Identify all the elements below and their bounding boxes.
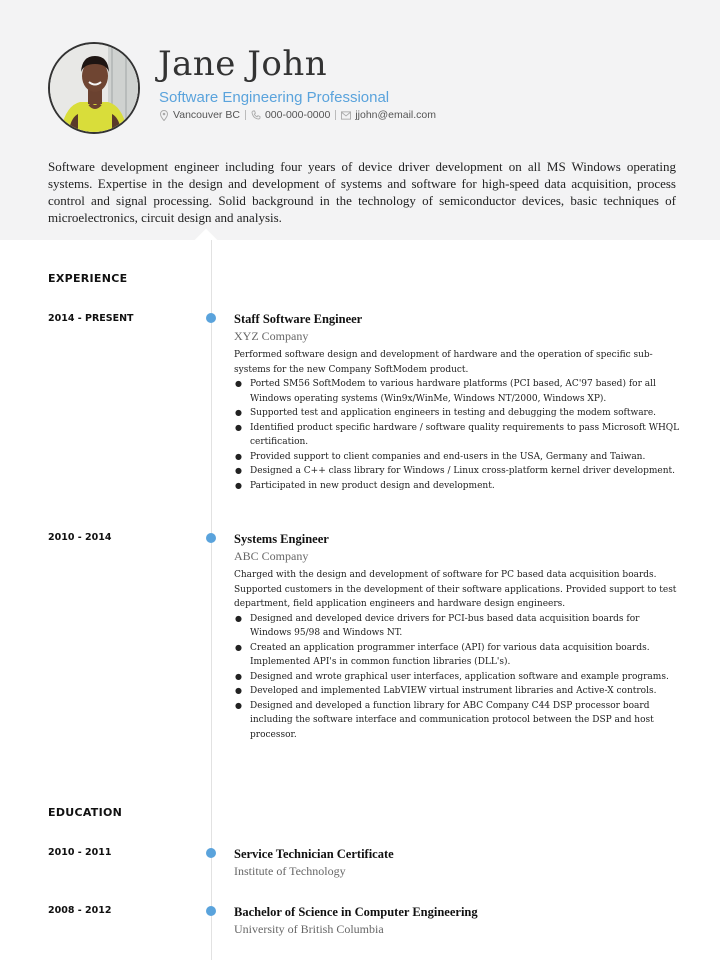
education-entry-2 [234,904,680,937]
contact-line [159,109,436,121]
list-item: ● Developed and implemented LabVIEW virtual instrument libraries and Active-X controls. [234,684,680,699]
experience-entry-2 [234,531,680,742]
education-1-dates: 2010 - 2011 [48,847,112,858]
education-heading: EDUCATION [48,806,123,819]
job-achievements [234,377,680,493]
phone-icon [251,110,261,121]
profile-summary: Software development engineer including four years of device driver development on all MS Windows operating systems. Expertise in the design and development of systems and software for high-speed data acquisition, process control and signal processing. Solid background in the technology of semiconductor devices, basic techniques of microelectronics, circuit design and analysis. [48,159,676,225]
list-item: ● Designed and developed device drivers for PCI-bus based data acquisition boards for Windows 95/98 and Windows NT. [234,612,680,641]
degree-title: Service Technician Certificate [234,847,394,861]
experience-entry-1 [234,311,680,493]
company-name: ABC Company [234,549,309,563]
phone-text: 000-000-0000 [264,109,331,121]
timeline-dot [206,313,216,323]
institution-name: University of British Columbia [234,922,384,936]
degree-title: Bachelor of Science in Computer Engineering [234,905,478,919]
profile-photo [48,42,140,134]
list-item: ● Provided support to client companies and end-users in the USA, Germany and Taiwan. [234,450,680,465]
list-item: ● Identified product specific hardware / software quality requirements to pass Microsoft WHQL certification. [234,421,680,450]
list-item: ● Participated in new product design and development. [234,479,680,494]
timeline-dot [206,906,216,916]
job-achievements [234,612,680,743]
list-item: ● Designed and wrote graphical user interfaces, application software and example programs. [234,670,680,685]
timeline-dot [206,533,216,543]
job-description: Charged with the design and development of software for PC based data acquisition boards. Supported customers in the development of their software applications. Provided support to test department, field application engineers and hardware design engineers. [234,570,677,609]
contact-divider [335,110,336,120]
candidate-role: Software Engineering Professional [159,89,390,106]
list-item: ● Supported test and application engineers in testing and debugging the modem software. [234,406,680,421]
list-item: ● Designed a C++ class library for Windows / Linux cross-platform kernel driver development. [234,464,680,479]
location-text: Vancouver BC [173,109,240,121]
list-item: ● Created an application programmer interface (API) for various data acquisition boards. Implemented API's in common function libraries (DLL's). [234,641,680,670]
email-icon [341,110,351,121]
experience-heading: EXPERIENCE [48,272,128,285]
experience-1-dates: 2014 - PRESENT [48,313,134,324]
education-entry-1 [234,846,680,879]
list-item: ● Designed and developed a function library for ABC Company C44 DSP processor board including the software interface and communication protocol between the DSP and host processor. [234,699,680,743]
company-name: XYZ Company [234,329,309,343]
candidate-name: Jane John [158,44,328,84]
job-description: Performed software design and development of hardware and the operation of specific sub-systems for the new Company SoftModem product. [234,350,653,375]
experience-2-dates: 2010 - 2014 [48,532,112,543]
location-pin-icon [159,110,169,121]
header-band [0,0,720,240]
job-title: Systems Engineer [234,532,329,546]
education-2-dates: 2008 - 2012 [48,905,112,916]
timeline-dot [206,848,216,858]
contact-divider [245,110,246,120]
institution-name: Institute of Technology [234,864,346,878]
job-title: Staff Software Engineer [234,312,363,326]
email-link[interactable]: jjohn@email.com [355,109,437,121]
list-item: ● Ported SM56 SoftModem to various hardware platforms (PCI based, AC'97 based) for all Windows operating systems (Win9x/WinMe, Windows NT/2000, Windows XP). [234,377,680,406]
